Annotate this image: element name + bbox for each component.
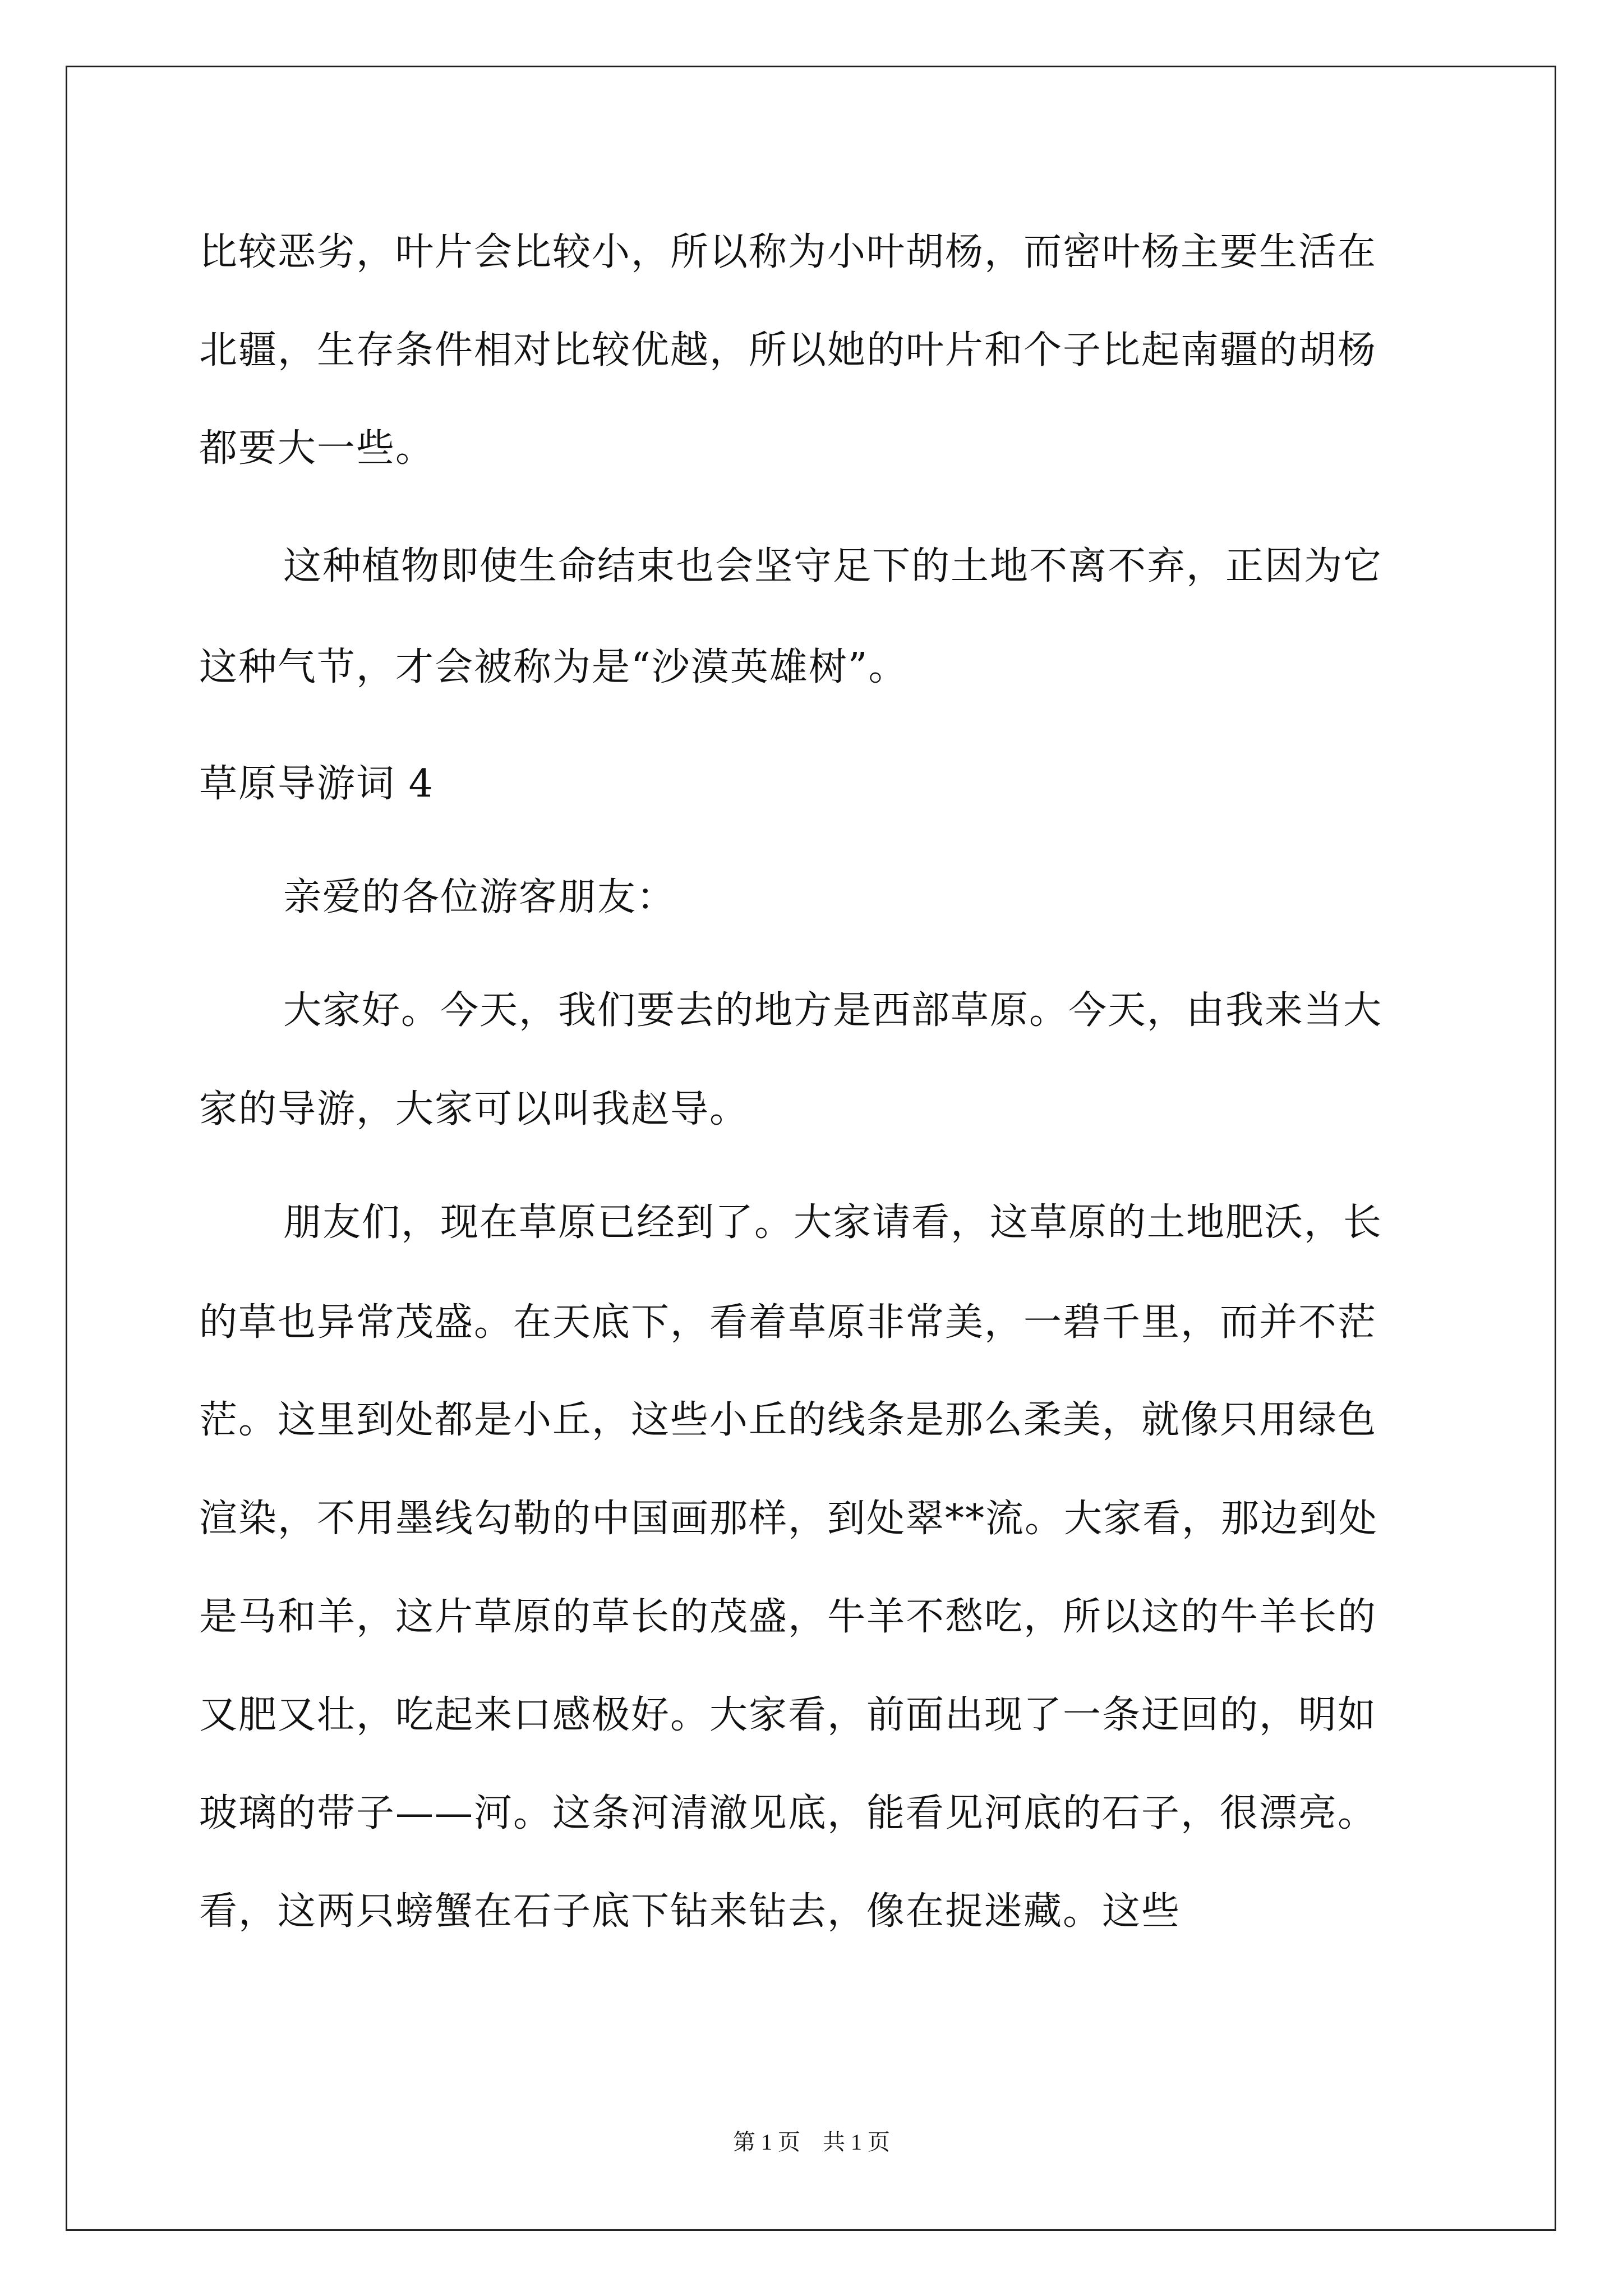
- text-line-10: 朋友们，现在草原已经到了。大家请看，这草原的土地肥沃，长: [283, 1200, 1383, 1245]
- text-line-4: 这种植物即使生命结束也会坚守足下的土地不离不弃，正因为它: [283, 544, 1383, 588]
- text-line-greeting: 亲爱的各位游客朋友：: [283, 875, 676, 919]
- text-line-17: 看，这两只螃蟹在石子底下钻来钻去，像在捉迷藏。这些: [199, 1889, 1181, 1934]
- text-line-2: 北疆，生存条件相对比较优越，所以她的叶片和个子比起南疆的胡杨: [199, 328, 1377, 372]
- text-line-13: 渲染，不用墨线勾勒的中国画那样，到处翠**流。大家看，那边到处: [199, 1497, 1378, 1541]
- text-line-11: 的草也异常茂盛。在天底下，看着草原非常美，一碧千里，而并不茫: [199, 1300, 1377, 1345]
- text-line-1: 比较恶劣，叶片会比较小，所以称为小叶胡杨，而密叶杨主要生活在: [199, 230, 1377, 274]
- text-line-12: 茫。这里到处都是小丘，这些小丘的线条是那么柔美，就像只用绿色: [199, 1398, 1377, 1442]
- text-line-16: 玻璃的带子——河。这条河清澈见底，能看见河底的石子，很漂亮。: [199, 1791, 1377, 1835]
- text-line-5: 这种气节，才会被称为是“沙漠英雄树”。: [199, 645, 908, 689]
- text-line-14: 是马和羊，这片草原的草长的茂盛，牛羊不愁吃，所以这的牛羊长的: [199, 1595, 1377, 1639]
- section-heading: 草原导游词 4: [199, 762, 434, 806]
- text-line-15: 又肥又壮，吃起来口感极好。大家看，前面出现了一条迂回的，明如: [199, 1693, 1377, 1737]
- text-line-9: 家的导游，大家可以叫我赵导。: [199, 1087, 749, 1131]
- text-line-8: 大家好。今天，我们要去的地方是西部草原。今天，由我来当大: [283, 988, 1383, 1033]
- text-line-3: 都要大一些。: [199, 426, 435, 471]
- page-footer: 第 1 页 共 1 页: [733, 2129, 890, 2155]
